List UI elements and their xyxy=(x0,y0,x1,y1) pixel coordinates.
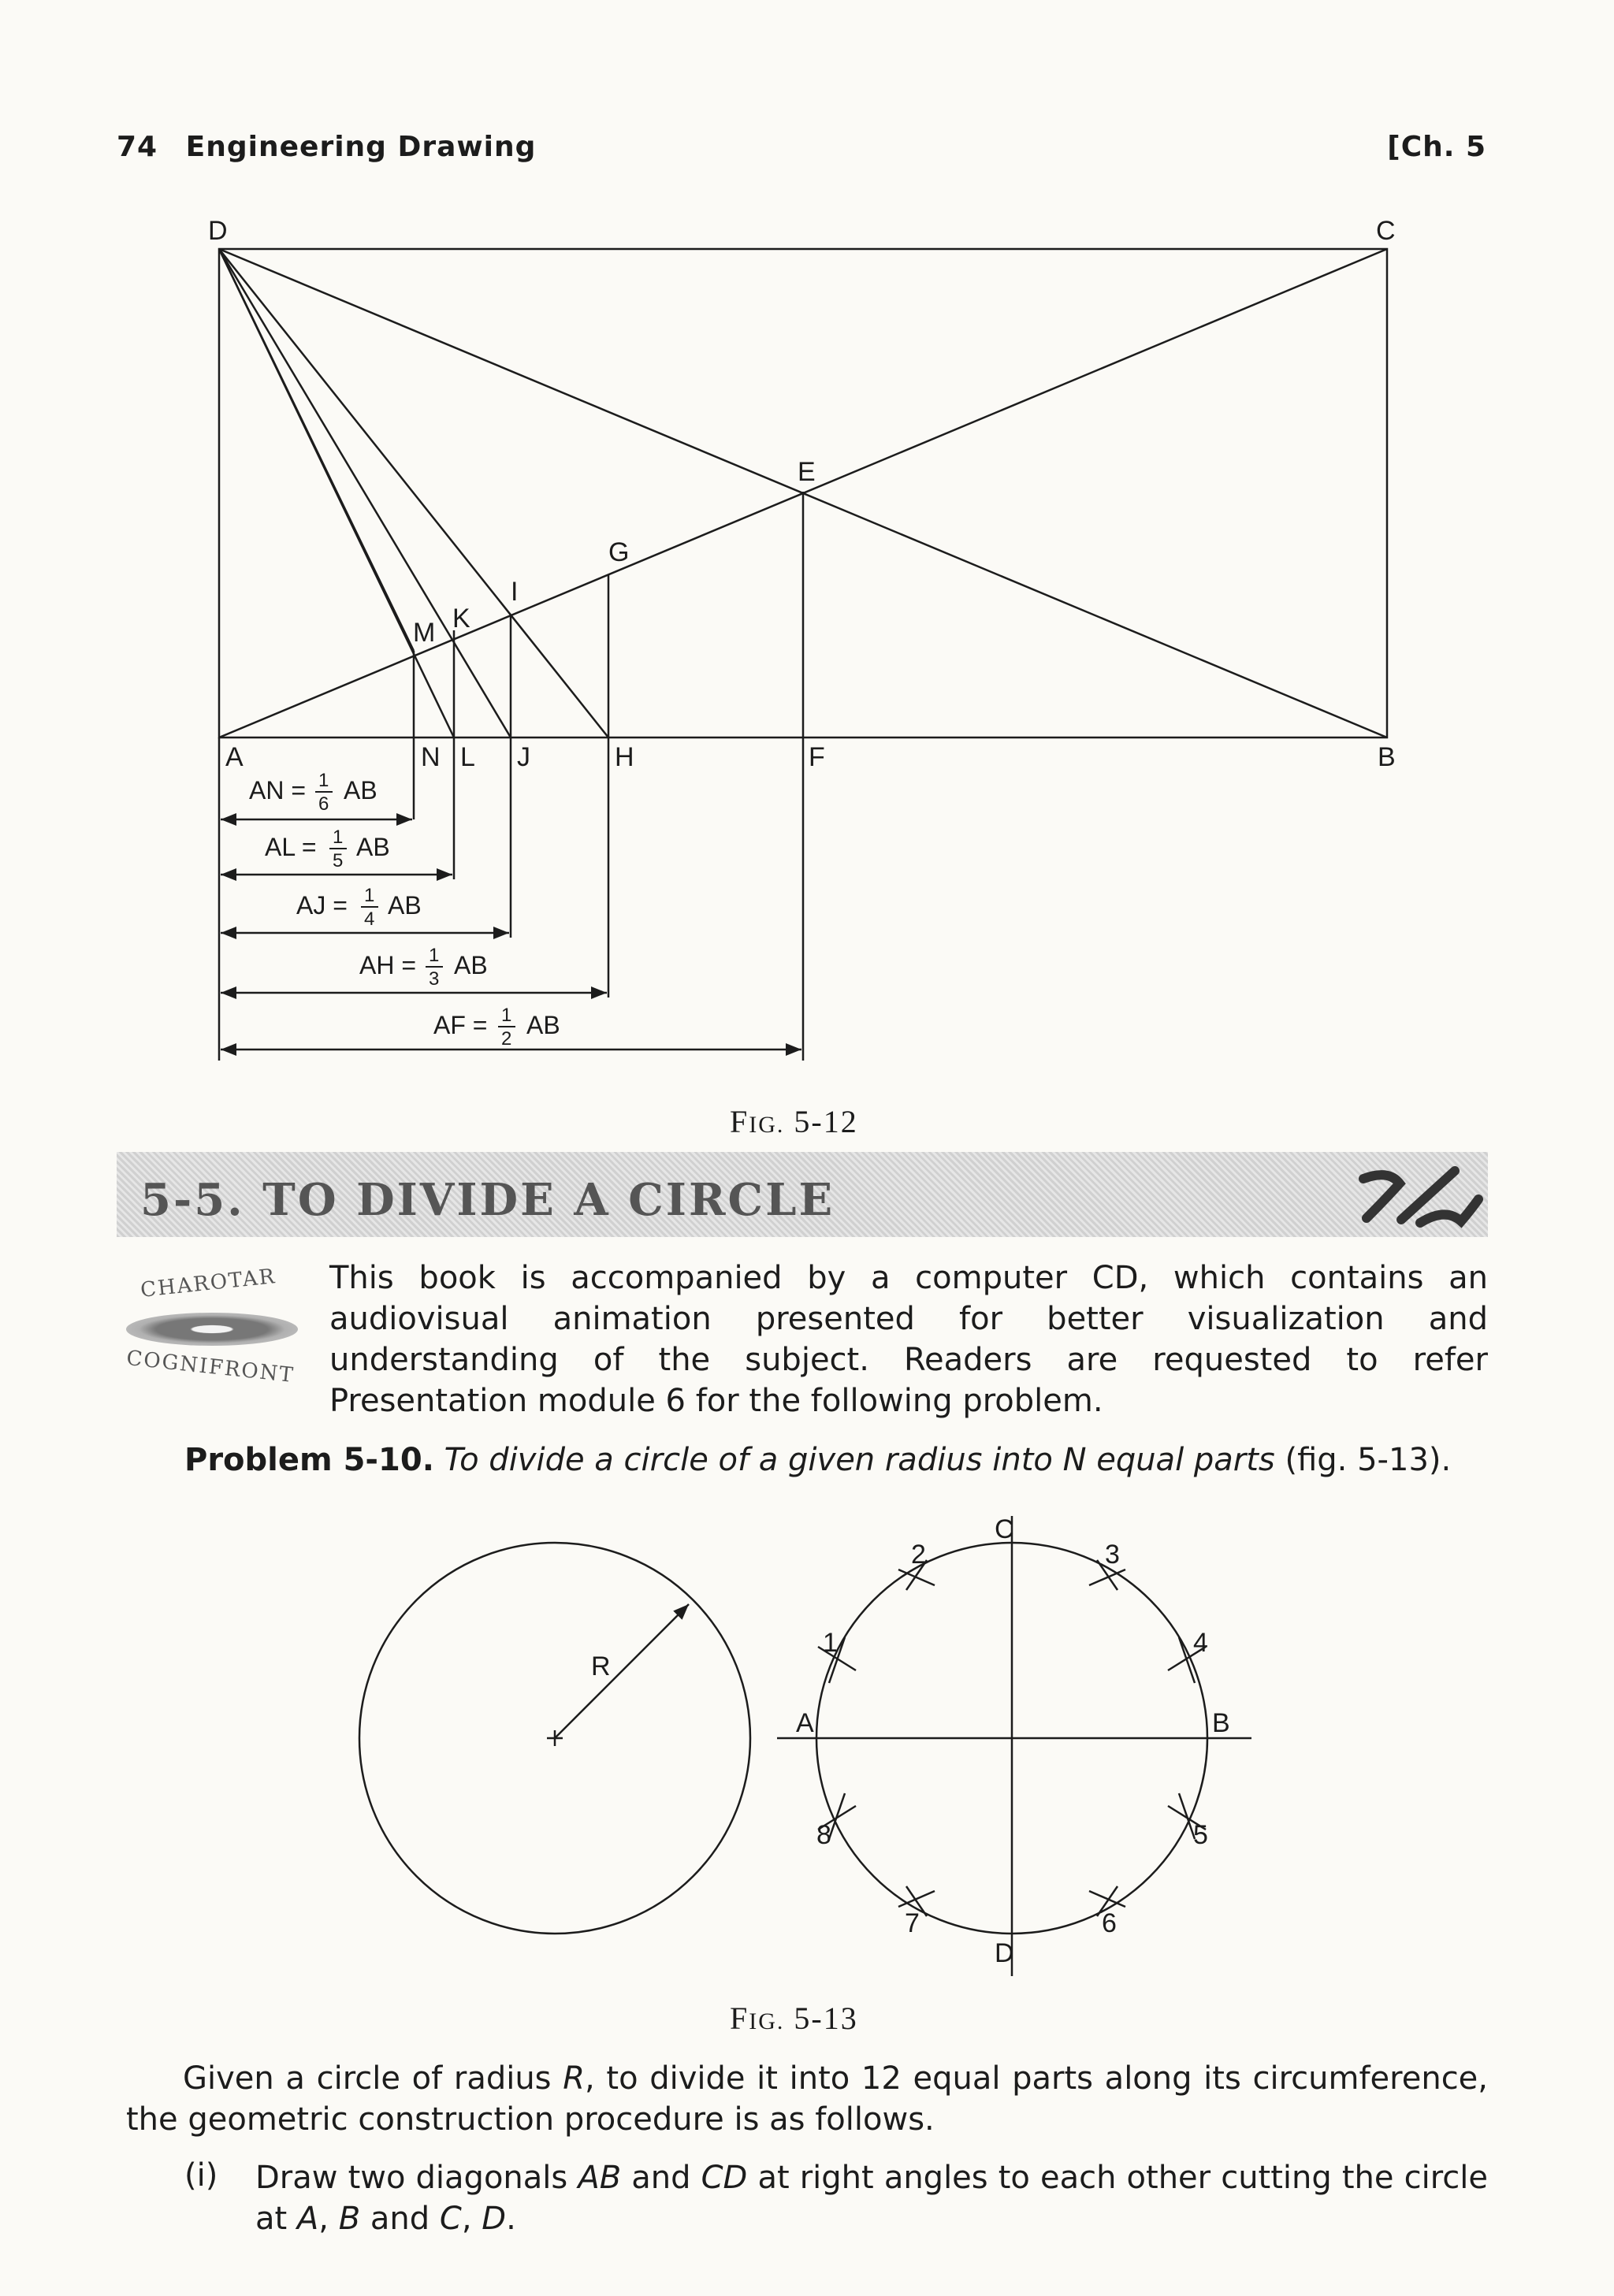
svg-text:1: 1 xyxy=(501,1005,512,1026)
chapter-ref: [Ch. 5 xyxy=(1387,131,1486,163)
logo-bottom-text: COGNIFRONT xyxy=(125,1346,296,1388)
figure-caption-5-13: FIG. 5-13 xyxy=(730,2001,858,2036)
label-d: D xyxy=(208,216,228,246)
svg-text:AJ =: AJ = xyxy=(296,891,348,920)
label-f: F xyxy=(809,742,825,772)
cd-disc-icon xyxy=(126,1313,298,1346)
svg-text:1: 1 xyxy=(318,770,329,791)
svg-text:1: 1 xyxy=(364,885,375,906)
dim-label-af xyxy=(433,1005,560,1050)
dim-label-ah xyxy=(359,945,488,990)
svg-text:AF =: AF = xyxy=(433,1011,488,1039)
problem-label: Problem 5-10. xyxy=(184,1442,434,1478)
figure-caption-5-12: FIG. 5-12 xyxy=(730,1104,858,1139)
svg-text:5: 5 xyxy=(333,850,344,871)
svg-text:AL =: AL = xyxy=(265,833,317,861)
cd-note: This book is accompanied by a computer CD, which contains an audiovisual animation presented for better visualization and understanding of the subject. Readers are requested to refer Presentation module 6 for the following problem. xyxy=(329,1260,1488,1419)
problem-ref: (fig. 5-13). xyxy=(1285,1442,1452,1478)
dim-label-al xyxy=(265,827,390,871)
label-circle-a: A xyxy=(796,1708,814,1738)
label-a: A xyxy=(225,742,244,772)
dim-label-aj xyxy=(296,885,422,930)
svg-text:3: 3 xyxy=(429,968,440,990)
svg-text:AB: AB xyxy=(344,776,377,804)
svg-text:6: 6 xyxy=(318,793,329,815)
label-division-7: 7 xyxy=(905,1908,920,1938)
page-number: 74 xyxy=(117,131,158,163)
label-k: K xyxy=(452,604,470,633)
line-dj xyxy=(219,249,511,737)
dim-label-an xyxy=(249,770,377,815)
svg-text:AH =: AH = xyxy=(359,951,417,979)
svg-text:AB: AB xyxy=(526,1011,560,1039)
banner-decoration-icon xyxy=(1352,1155,1486,1237)
label-division-3: 3 xyxy=(1105,1540,1120,1570)
label-c: C xyxy=(1376,216,1396,246)
label-circle-c: C xyxy=(995,1514,1014,1544)
dimension-labels xyxy=(249,770,560,1050)
given-paragraph: Given a circle of radius R, to divide it into 12 equal parts along its circumference, the geometric construction procedure is as follows. xyxy=(126,2060,1489,2138)
label-b: B xyxy=(1378,742,1396,772)
svg-text:AN =: AN = xyxy=(249,776,307,804)
svg-text:2: 2 xyxy=(501,1028,512,1050)
step-i-text: Draw two diagonals AB and CD at right angles to each other cutting the circle at A, B and C, D. xyxy=(255,2160,1488,2237)
svg-text:AB: AB xyxy=(356,833,390,861)
label-division-6: 6 xyxy=(1102,1908,1117,1938)
label-division-8: 8 xyxy=(816,1820,831,1850)
svg-text:1: 1 xyxy=(429,945,440,966)
label-h: H xyxy=(615,742,634,772)
label-r: R xyxy=(591,1651,611,1681)
svg-text:4: 4 xyxy=(364,908,375,930)
radius-r xyxy=(555,1604,689,1738)
label-division-2: 2 xyxy=(911,1540,926,1570)
figure-5-13 xyxy=(0,1497,1614,1986)
step-number-i: (i) xyxy=(184,2157,218,2194)
label-e: E xyxy=(798,457,816,487)
label-n: N xyxy=(421,742,441,772)
label-i: I xyxy=(511,577,519,607)
label-l: L xyxy=(460,742,475,772)
book-title: Engineering Drawing xyxy=(185,131,537,163)
label-circle-d: D xyxy=(995,1938,1014,1968)
svg-text:AB: AB xyxy=(388,891,422,920)
problem-text: To divide a circle of a given radius into N equal parts xyxy=(444,1442,1275,1478)
label-division-4: 4 xyxy=(1193,1628,1208,1658)
label-division-1: 1 xyxy=(823,1628,838,1658)
label-division-5: 5 xyxy=(1193,1820,1208,1850)
label-g: G xyxy=(608,537,630,567)
label-circle-b: B xyxy=(1212,1708,1230,1738)
figure-5-12 xyxy=(0,0,1614,1135)
label-m: M xyxy=(413,618,436,648)
problem-statement xyxy=(184,1442,1488,1478)
label-j: J xyxy=(517,742,530,772)
line-dm xyxy=(219,249,414,651)
logo-top-text: CHAROTAR xyxy=(139,1265,277,1302)
svg-text:1: 1 xyxy=(333,827,344,848)
svg-text:AB: AB xyxy=(454,951,488,979)
section-title: 5-5. TO DIVIDE A CIRCLE xyxy=(140,1174,835,1226)
